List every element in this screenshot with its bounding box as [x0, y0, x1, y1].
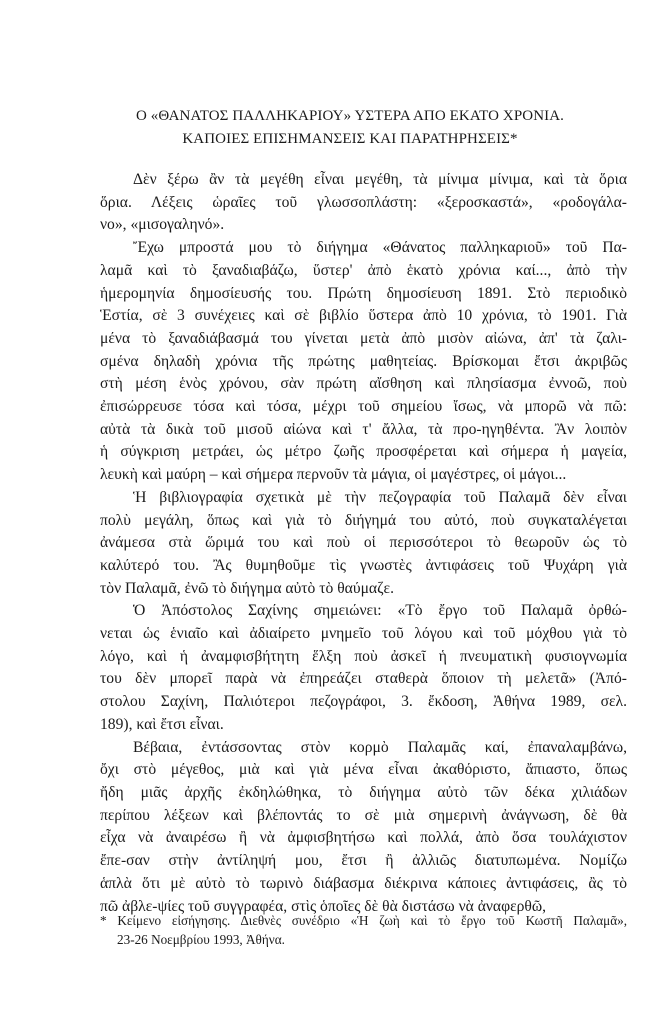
text-line: του δὲν μπορεῖ παρὰ νὰ ἐπηρεάζει σταθερὰ ὅποιον τὴ μελετᾶ» (Ἀπό-	[100, 670, 627, 688]
text-line: στολου Σαχίνη, Παλιότεροι πεζογράφοι, 3. ἔκδοση, Ἀθήνα 1989, σελ.	[100, 693, 627, 711]
paragraph	[100, 237, 627, 487]
text-line: ἁπλὰ ὅτι μὲ αὐτὸ τὸ τωρινὸ διάβασμα διέκρινα κάποιες ἀντιφάσεις, ἂς τὸ	[100, 874, 627, 892]
text-line: νεται ὡς ἑνιαῖο καὶ ἀδιαίρετο μνημεῖο τοῦ λόγου καὶ τοῦ μόχθου γιὰ τὸ	[100, 625, 627, 643]
text-line: ἡμερομηνία δημοσίευσής του. Πρώτη δημοσίευση 1891. Στὸ περιοδικὸ	[100, 284, 627, 302]
text-line: σμένα δηλαδὴ χρόνια τῆς πρώτης μαθητείας. Βρίσκομαι ἔτσι ἀκριβῶς	[100, 352, 627, 370]
text-line: περίπου λέξεων καὶ βλέποντάς το σὲ μιὰ σημερινὴ ἀνάγνωση, δὲ θὰ	[100, 806, 627, 824]
text-line: μένα τὸ ξαναδιάβασμά του γίνεται μετὰ ἀπὸ μισὸν αἰώνα, ἀπ' τὰ ζαλι-	[100, 329, 627, 347]
text-line: πολὺ μεγάλη, ὅπως καὶ γιὰ τὸ διήγημά του αὐτό, ποὺ συγκαταλέγεται	[100, 511, 627, 529]
paragraph	[100, 169, 627, 237]
text-line: πῶ ἀβλε-ψίες τοῦ συγγραφέα, στὶς ὁποῖες δὲ θὰ διστάσω νὰ ἀναφερθῶ,	[100, 897, 547, 915]
text-line: Βέβαια, ἐντάσσοντας στὸν κορμὸ Παλαμᾶς καί, ἐπαναλαμβάνω,	[133, 738, 627, 756]
text-line: αὐτὰ τὰ δικὰ τοῦ μισοῦ αἰώνα καὶ τ' ἄλλα, τὰ προ-ηγηθέντα. Ἂν λοιπὸν	[100, 420, 627, 438]
text-line: Ὁ Ἀπόστολος Σαχίνης σημειώνει: «Τὸ ἔργο τοῦ Παλαμᾶ ὀρθώ-	[133, 602, 627, 620]
paragraph	[100, 600, 627, 736]
text-line: καλύτερό του. Ἂς θυμηθοῦμε τὶς γνωστὲς ἀντιφάσεις τοῦ Ψυχάρη γιὰ	[100, 556, 627, 574]
paragraph	[100, 737, 627, 919]
text-line: λευκὴ καὶ μαύρη – καὶ σήμερα περνοῦν τὰ μάγια, οἱ μαγέστρες, οἱ μάγοι...	[100, 466, 567, 484]
text-line: Δὲν ξέρω ἂν τὰ μεγέθη εἶναι μεγέθη, τὰ μίνιμα μίνιμα, καὶ τὰ ὅρια	[133, 171, 627, 188]
text-line: Ἑστία, σὲ 3 συνέχειες καὶ σὲ βιβλίο ὕστερα ἀπὸ 10 χρόνια, τὸ 1901. Γιὰ	[100, 307, 627, 325]
text-line: 189), καὶ ἔτσι εἶναι.	[100, 715, 224, 733]
text-line: Ἔχω μπροστά μου τὸ διήγημα «Θάνατος παλληκαριοῦ» τοῦ Πα-	[133, 239, 627, 257]
paragraph	[100, 487, 627, 601]
text-line: ἤδη μιᾶς ἀρχῆς ἐκδηλώθηκα, τὸ διήγημα αὐτὸ τῶν δέκα χιλιάδων	[100, 783, 627, 801]
footnote-line-1: * Κείμενο εἰσήγησης. Διεθνὲς συνέδριο «Ἡ ζωὴ καὶ τὸ ἔργο τοῦ Κωστῆ Παλαμᾶ»,	[100, 913, 627, 928]
article-title-line-2: ΚΑΠΟΙΕΣ ΕΠΙΣΗΜΑΝΣΕΙΣ ΚΑΙ ΠΑΡΑΤΗΡΗΣΕΙΣ*	[182, 131, 518, 147]
text-line: τὸν Παλαμᾶ, ἐνῶ τὸ διήγημα αὐτὸ τὸ θαύμαζε.	[100, 579, 395, 597]
text-line: ὅρια. Λέξεις ὡραῖες τοῦ γλωσσοπλάστη: «ξεροσκαστά», «ροδογάλα-	[100, 193, 627, 211]
text-line: στὴ μέση ἑνὸς χρόνου, σὰν πρώτη αἴσθηση καὶ πλησίασμα ἐννοῶ, ποὺ	[100, 375, 627, 393]
footnote-line-2: 23-26 Νοεμβρίου 1993, Ἀθήνα.	[117, 932, 285, 947]
text-line: ἔπε-σαν στὴν ἀντίληψή μου, ἔτσι ἢ ἀλλιῶς διατυπωμένα. Νομίζω	[100, 852, 627, 870]
text-line: ἀνάμεσα στὰ ὥριμά του καὶ ποὺ οἱ περισσότεροι τὸ θεωροῦν ὡς τὸ	[100, 534, 627, 552]
text-line: νο», «μισογαληνό».	[100, 216, 225, 234]
text-line: ἡ σύγκριση μετράει, ὡς μέτρο ζωῆς προσφέρεται καὶ σήμερα ἡ μαγεία,	[100, 443, 627, 461]
text-line: ἐπισώρρευσε τόσα καὶ τόσα, μέχρι τοῦ σημείου ἴσως, νὰ μπορῶ νὰ πῶ:	[100, 398, 627, 416]
footnote	[100, 911, 627, 949]
text-line: λόγο, καὶ ἡ ἀναμφισβήτητη ἕλξη ποὺ ἀσκεῖ ἡ πνευματικὴ φυσιογνωμία	[100, 647, 627, 665]
text-line: εἶχα νὰ ἀναιρέσω ἢ νὰ ἀμφισβητήσω καὶ πολλά, ἀπὸ ὅσα τουλάχιστον	[100, 829, 627, 847]
text-line: ὄχι στὸ μέγεθος, μιὰ καὶ γιὰ μένα εἶναι ἀκαθόριστο, ἄπιαστο, ὅπως	[100, 761, 627, 779]
article-title-line-1: Ο «ΘΑΝΑΤΟΣ ΠΑΛΛΗΚΑΡΙΟΥ» ΥΣΤΕΡΑ ΑΠΟ ΕΚΑΤΟ ΧΡΟΝΙΑ.	[135, 108, 565, 124]
text-line: Ἡ βιβλιογραφία σχετικὰ μὲ τὴν πεζογραφία τοῦ Παλαμᾶ δὲν εἶναι	[133, 488, 627, 506]
text-line: λαμᾶ καὶ τὸ ξαναδιαβάζω, ὕστερ' ἀπὸ ἑκατὸ χρόνια καί..., ἀπὸ τὴν	[100, 261, 627, 279]
article-body	[100, 169, 627, 918]
